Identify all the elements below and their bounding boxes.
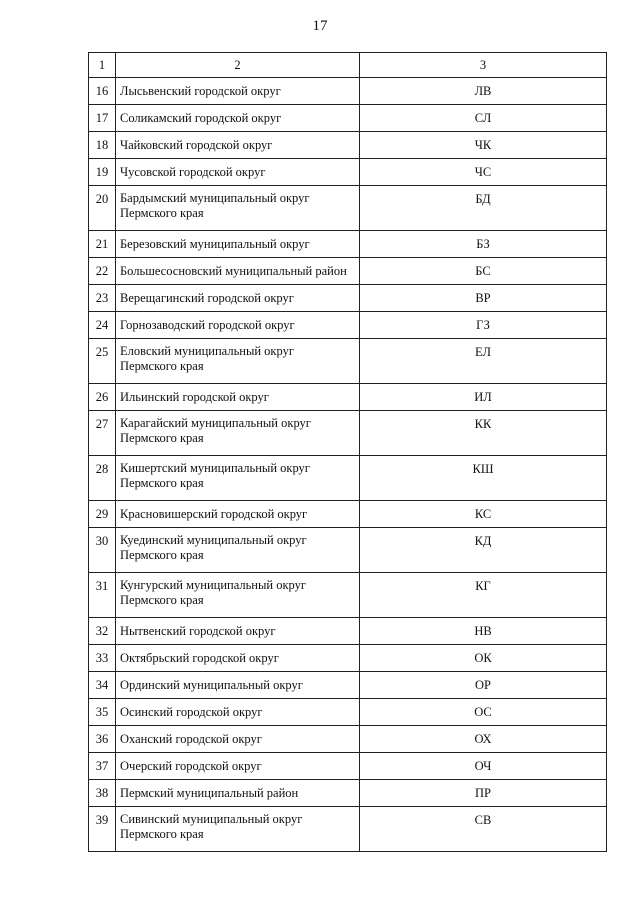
municipality-code: ГЗ bbox=[360, 312, 607, 339]
row-number: 23 bbox=[89, 285, 116, 312]
table-row bbox=[89, 699, 607, 726]
municipality-name-line-2: Пермского края bbox=[120, 827, 204, 841]
municipality-name-cell bbox=[116, 456, 360, 501]
municipality-name-cell bbox=[116, 231, 360, 258]
table-row bbox=[89, 231, 607, 258]
header-col-3: 3 bbox=[360, 53, 607, 78]
municipality-name-cell bbox=[116, 285, 360, 312]
municipality-name: Куединский муниципальный округ bbox=[120, 533, 307, 547]
municipality-code: БС bbox=[360, 258, 607, 285]
table-row bbox=[89, 78, 607, 105]
municipality-code: НВ bbox=[360, 618, 607, 645]
municipality-name-cell bbox=[116, 699, 360, 726]
municipality-name: Сивинский муниципальный округ bbox=[120, 812, 303, 826]
municipality-name: Пермский муниципальный район bbox=[120, 785, 299, 800]
municipality-name-cell bbox=[116, 339, 360, 384]
table-row bbox=[89, 312, 607, 339]
row-number: 24 bbox=[89, 312, 116, 339]
municipality-name-line-2: Пермского края bbox=[120, 359, 204, 373]
row-number: 36 bbox=[89, 726, 116, 753]
row-number: 16 bbox=[89, 78, 116, 105]
municipality-code: БД bbox=[360, 186, 607, 231]
municipality-name: Большесосновский муниципальный район bbox=[120, 263, 347, 278]
row-number: 29 bbox=[89, 501, 116, 528]
municipality-code: ЛВ bbox=[360, 78, 607, 105]
row-number: 18 bbox=[89, 132, 116, 159]
municipality-name-cell bbox=[116, 105, 360, 132]
table-row bbox=[89, 132, 607, 159]
row-number: 17 bbox=[89, 105, 116, 132]
municipality-name-line-2: Пермского края bbox=[120, 431, 204, 445]
municipality-code: КС bbox=[360, 501, 607, 528]
table-row bbox=[89, 645, 607, 672]
municipality-name: Ординский муниципальный округ bbox=[120, 677, 303, 692]
table-row bbox=[89, 339, 607, 384]
table-header-row bbox=[89, 53, 607, 78]
municipality-name-cell bbox=[116, 501, 360, 528]
municipality-name-line-2: Пермского края bbox=[120, 593, 204, 607]
municipality-name-cell bbox=[116, 384, 360, 411]
municipality-name: Оханский городской округ bbox=[120, 731, 262, 746]
municipality-name: Карагайский муниципальный округ bbox=[120, 416, 311, 430]
municipality-code: КК bbox=[360, 411, 607, 456]
municipality-name-cell bbox=[116, 645, 360, 672]
municipality-name: Красновишерский городской округ bbox=[120, 506, 308, 521]
municipality-code: СВ bbox=[360, 807, 607, 852]
municipality-name: Октябрьский городской округ bbox=[120, 650, 279, 665]
municipality-name: Соликамский городской округ bbox=[120, 110, 282, 125]
table-row bbox=[89, 618, 607, 645]
row-number: 30 bbox=[89, 528, 116, 573]
table-body bbox=[89, 53, 607, 852]
municipality-name-cell bbox=[116, 132, 360, 159]
municipality-code: ОР bbox=[360, 672, 607, 699]
table-row bbox=[89, 501, 607, 528]
row-number: 37 bbox=[89, 753, 116, 780]
municipality-name: Горнозаводский городской округ bbox=[120, 317, 295, 332]
municipality-name-line-2: Пермского края bbox=[120, 476, 204, 490]
municipality-code: ЕЛ bbox=[360, 339, 607, 384]
row-number: 26 bbox=[89, 384, 116, 411]
header-col-2: 2 bbox=[116, 53, 360, 78]
row-number: 28 bbox=[89, 456, 116, 501]
municipality-name: Чайковский городской округ bbox=[120, 137, 273, 152]
territory-codes-table bbox=[88, 52, 607, 852]
municipality-name: Бардымский муниципальный округ bbox=[120, 191, 310, 205]
municipality-name: Осинский городской округ bbox=[120, 704, 263, 719]
municipality-name-cell bbox=[116, 159, 360, 186]
municipality-name: Верещагинский городской округ bbox=[120, 290, 294, 305]
table-row bbox=[89, 528, 607, 573]
page-number: 17 bbox=[312, 18, 328, 34]
municipality-name: Лысьвенский городской округ bbox=[120, 83, 281, 98]
table-row bbox=[89, 780, 607, 807]
row-number: 31 bbox=[89, 573, 116, 618]
municipality-code: ИЛ bbox=[360, 384, 607, 411]
header-col-1: 1 bbox=[89, 53, 116, 78]
municipality-name-cell bbox=[116, 186, 360, 231]
table-row bbox=[89, 411, 607, 456]
table-row bbox=[89, 753, 607, 780]
row-number: 33 bbox=[89, 645, 116, 672]
municipality-code: ОС bbox=[360, 699, 607, 726]
municipality-name-cell bbox=[116, 753, 360, 780]
row-number: 32 bbox=[89, 618, 116, 645]
table-row bbox=[89, 285, 607, 312]
row-number: 25 bbox=[89, 339, 116, 384]
table-row bbox=[89, 159, 607, 186]
table-row bbox=[89, 105, 607, 132]
municipality-code: ПР bbox=[360, 780, 607, 807]
row-number: 22 bbox=[89, 258, 116, 285]
table-row bbox=[89, 672, 607, 699]
municipality-code: ЧК bbox=[360, 132, 607, 159]
municipality-name-line-2: Пермского края bbox=[120, 548, 204, 562]
municipality-name: Чусовской городской округ bbox=[120, 164, 266, 179]
municipality-name: Березовский муниципальный округ bbox=[120, 236, 310, 251]
municipality-name: Очерский городской округ bbox=[120, 758, 262, 773]
municipality-name-cell bbox=[116, 78, 360, 105]
municipality-name: Кунгурский муниципальный округ bbox=[120, 578, 306, 592]
table-row bbox=[89, 258, 607, 285]
row-number: 38 bbox=[89, 780, 116, 807]
municipality-name-cell bbox=[116, 528, 360, 573]
table-row bbox=[89, 456, 607, 501]
municipality-name-cell bbox=[116, 411, 360, 456]
municipality-name: Нытвенский городской округ bbox=[120, 623, 276, 638]
municipality-code: ЧС bbox=[360, 159, 607, 186]
row-number: 34 bbox=[89, 672, 116, 699]
row-number: 20 bbox=[89, 186, 116, 231]
municipality-name-cell bbox=[116, 573, 360, 618]
row-number: 35 bbox=[89, 699, 116, 726]
municipality-code: КГ bbox=[360, 573, 607, 618]
municipality-code: ОХ bbox=[360, 726, 607, 753]
municipality-code: ОЧ bbox=[360, 753, 607, 780]
municipality-name-cell bbox=[116, 726, 360, 753]
municipality-code: СЛ bbox=[360, 105, 607, 132]
row-number: 39 bbox=[89, 807, 116, 852]
municipality-name: Ильинский городской округ bbox=[120, 389, 269, 404]
municipality-name: Еловский муниципальный округ bbox=[120, 344, 294, 358]
table-row bbox=[89, 807, 607, 852]
municipality-code: ВР bbox=[360, 285, 607, 312]
municipality-name-cell bbox=[116, 807, 360, 852]
table-row bbox=[89, 573, 607, 618]
municipality-code: БЗ bbox=[360, 231, 607, 258]
table-row bbox=[89, 186, 607, 231]
row-number: 19 bbox=[89, 159, 116, 186]
municipality-code: ОК bbox=[360, 645, 607, 672]
municipality-name-cell bbox=[116, 780, 360, 807]
municipality-code: КШ bbox=[360, 456, 607, 501]
municipality-name-cell bbox=[116, 312, 360, 339]
municipality-name-cell bbox=[116, 258, 360, 285]
row-number: 21 bbox=[89, 231, 116, 258]
municipality-name-cell bbox=[116, 672, 360, 699]
table-row bbox=[89, 726, 607, 753]
row-number: 27 bbox=[89, 411, 116, 456]
municipality-code: КД bbox=[360, 528, 607, 573]
table-row bbox=[89, 384, 607, 411]
municipality-name-line-2: Пермского края bbox=[120, 206, 204, 220]
municipality-name: Кишертский муниципальный округ bbox=[120, 461, 310, 475]
municipality-name-cell bbox=[116, 618, 360, 645]
